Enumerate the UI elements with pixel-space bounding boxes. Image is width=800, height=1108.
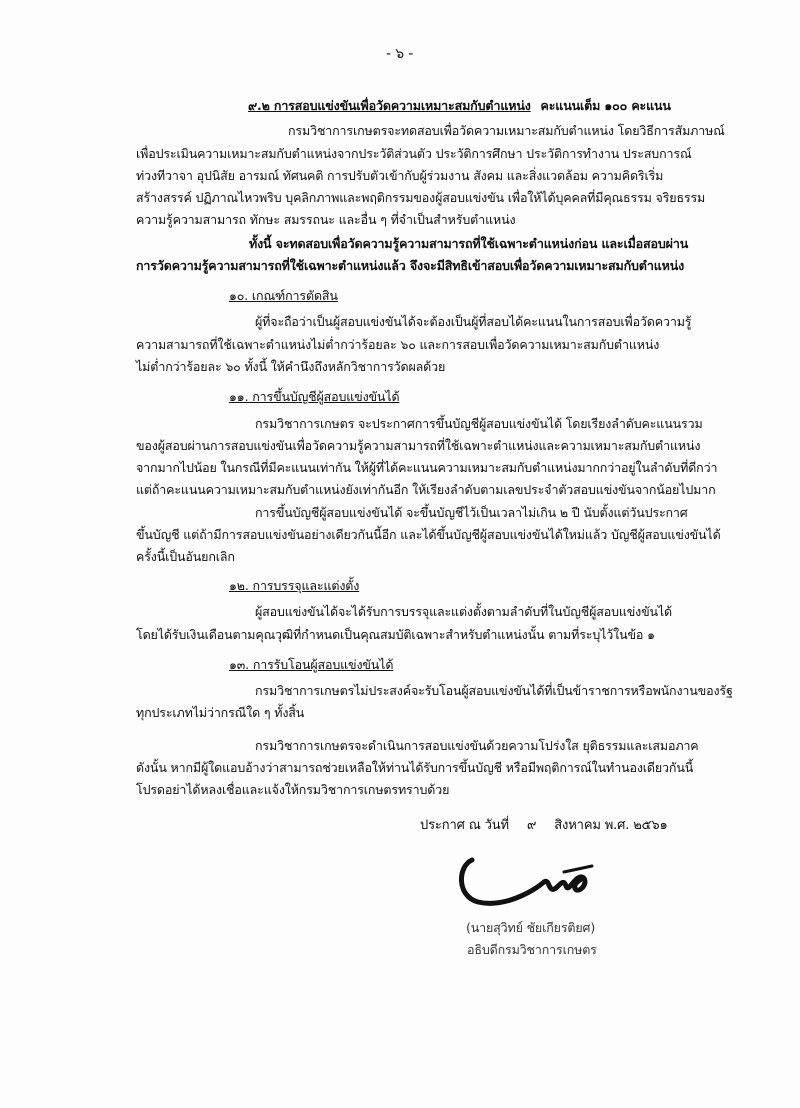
section-11-heading: ๑๑. การขึ้นบัญชีผู้สอบแข่งขันได้ — [229, 389, 400, 404]
section-9-2-line: ท่วงทีวาจา อุปนิสัย อารมณ์ ทัศนคติ การปรับตัวเข้ากับผู้ร่วมงาน สังคม และสิ่งแวดล้อม ความคิดริเริ่ม — [136, 168, 664, 183]
section-11-line: ขึ้นบัญชี แต่ถ้ามีการสอบแข่งขันอย่างเดียวกันนี้อีก และได้ขึ้นบัญชีผู้สอบแข่งขันได้ใหม่แล้ว บัญชีผู้สอบแข่งขันได้ — [136, 527, 721, 542]
page-number: - ๖ - — [386, 46, 414, 62]
announcement-day: ๙ — [526, 818, 537, 833]
section-12-line: โดยได้รับเงินเดือนตามคุณวุฒิที่กำหนดเป็นคุณสมบัติเฉพาะสำหรับตำแหน่งนั้น ตามที่ระบุไว้ในข้อ ๑ — [136, 627, 655, 642]
section-11-line: จากมากไปน้อย ในกรณีที่มีคะแนนเท่ากัน ให้ผู้ที่ได้คะแนนความเหมาะสมกับตำแหน่งมากกว่าอยู่ในลำดับที่ดีกว่า — [136, 460, 718, 475]
section-13-line: กรมวิชาการเกษตรไม่ประสงค์จะรับโอนผู้สอบแข่งขันได้ที่เป็นข้าราชการหรือพนักงานของรัฐ — [255, 683, 733, 698]
section-9-2-note: ทั้งนี้ จะทดสอบเพื่อวัดความรู้ความสามารถที่ใช้เฉพาะตำแหน่งก่อน และเมื่อสอบผ่าน — [249, 236, 689, 251]
section-13-line: ทุกประเภทไม่ว่ากรณีใด ๆ ทั้งสิ้น — [136, 705, 305, 720]
section-11-line: ของผู้สอบผ่านการสอบแข่งขันเพื่อวัดความรู้ความสามารถที่ใช้เฉพาะตำแหน่งและความเหมาะสมกับตำแหน่ง — [136, 438, 701, 453]
closing-line: โปรดอย่าได้หลงเชื่อและแจ้งให้กรมวิชาการเกษตรทราบด้วย — [136, 782, 450, 797]
closing-line: ดังนั้น หากมีผู้ใดแอบอ้างว่าสามารถช่วยเหลือให้ท่านได้รับการขึ้นบัญชี หรือมีพฤติการณ์ในทำนองเดียวกันนี้ — [136, 760, 694, 775]
section-11-line: แต่ถ้าคะแนนความเหมาะสมกับตำแหน่งยังเท่ากันอีก ให้เรียงลำดับตามเลขประจำตัวสอบแข่งขันจากน้อยไปมาก — [136, 482, 716, 497]
section-9-2-note: การวัดความรู้ความสามารถที่ใช้เฉพาะตำแหน่งแล้ว จึงจะมีสิทธิเข้าสอบเพื่อวัดความเหมาะสมกับตำแหน่ง — [136, 258, 685, 273]
section-13-heading: ๑๓. การรับโอนผู้สอบแข่งขันได้ — [229, 657, 394, 672]
section-9-2-line: เพื่อประเมินความเหมาะสมกับตำแหน่งจากประวัติส่วนตัว ประวัติการศึกษา ประวัติการทำงาน ประสบการณ์ — [136, 146, 692, 161]
section-9-2-heading: ๙.๒ การสอบแข่งขันเพื่อวัดความเหมาะสมกับตำแหน่ง — [248, 98, 531, 113]
announcement-date — [420, 816, 668, 836]
section-9-2-line: ความรู้ความสามารถ ทักษะ สมรรถนะ และอื่น ๆ ที่จำเป็นสำหรับตำแหน่ง — [136, 212, 516, 227]
section-10-line: ไม่ต่ำกว่าร้อยละ ๖๐ ทั้งนี้ ให้คำนึงถึงหลักวิชาการวัดผลด้วย — [136, 359, 446, 374]
section-12-heading: ๑๒. การบรรจุและแต่งตั้ง — [229, 578, 360, 593]
signature-image — [452, 852, 602, 916]
announcement-label: ประกาศ ณ วันที่ — [420, 818, 509, 833]
section-10-line: ความสามารถที่ใช้เฉพาะตำแหน่งไม่ต่ำกว่าร้อยละ ๖๐ และการสอบเพื่อวัดความเหมาะสมกับตำแหน่ง — [136, 337, 660, 352]
signer-title: อธิบดีกรมวิชาการเกษตร — [467, 942, 597, 957]
closing-line: กรมวิชาการเกษตรจะดำเนินการสอบแข่งขันด้วยความโปร่งใส ยุติธรรมและเสมอภาค — [255, 738, 699, 753]
signer-name: (นายสุวิทย์ ชัยเกียรติยศ) — [466, 920, 596, 935]
section-10-line: ผู้ที่จะถือว่าเป็นผู้สอบแข่งขันได้จะต้องเป็นผู้ที่สอบได้คะแนนในการสอบเพื่อวัดความรู้ — [255, 314, 692, 329]
announcement-month-year: สิงหาคม พ.ศ. ๒๕๖๑ — [554, 818, 668, 833]
section-12-line: ผู้สอบแข่งขันได้จะได้รับการบรรจุและแต่งตั้งตามลำดับที่ในบัญชีผู้สอบแข่งขันได้ — [255, 604, 673, 619]
section-11-line: การขึ้นบัญชีผู้สอบแข่งขันได้ จะขึ้นบัญชีไว้เป็นเวลาไม่เกิน ๒ ปี นับตั้งแต่วันประกาศ — [255, 505, 688, 520]
section-11-line: กรมวิชาการเกษตร จะประกาศการขึ้นบัญชีผู้สอบแข่งขันได้ โดยเรียงลำดับคะแนนรวม — [255, 416, 703, 431]
section-9-2-line: กรมวิชาการเกษตรจะทดสอบเพื่อวัดความเหมาะสมกับตำแหน่ง โดยวิธีการสัมภาษณ์ — [288, 123, 725, 138]
section-9-2-header — [248, 96, 671, 116]
section-9-2-line: สร้างสรรค์ ปฏิภาณไหวพริบ บุคลิกภาพและพฤติกรรมของผู้สอบแข่งขัน เพื่อให้ได้บุคคลที่มีคุณธรรม จริยธรรม — [136, 190, 706, 205]
section-10-heading: ๑๐. เกณฑ์การตัดสิน — [229, 288, 338, 303]
section-11-line: ครั้งนี้เป็นอันยกเลิก — [136, 549, 235, 564]
section-9-2-score: คะแนนเต็ม ๑๐๐ คะแนน — [540, 98, 671, 113]
